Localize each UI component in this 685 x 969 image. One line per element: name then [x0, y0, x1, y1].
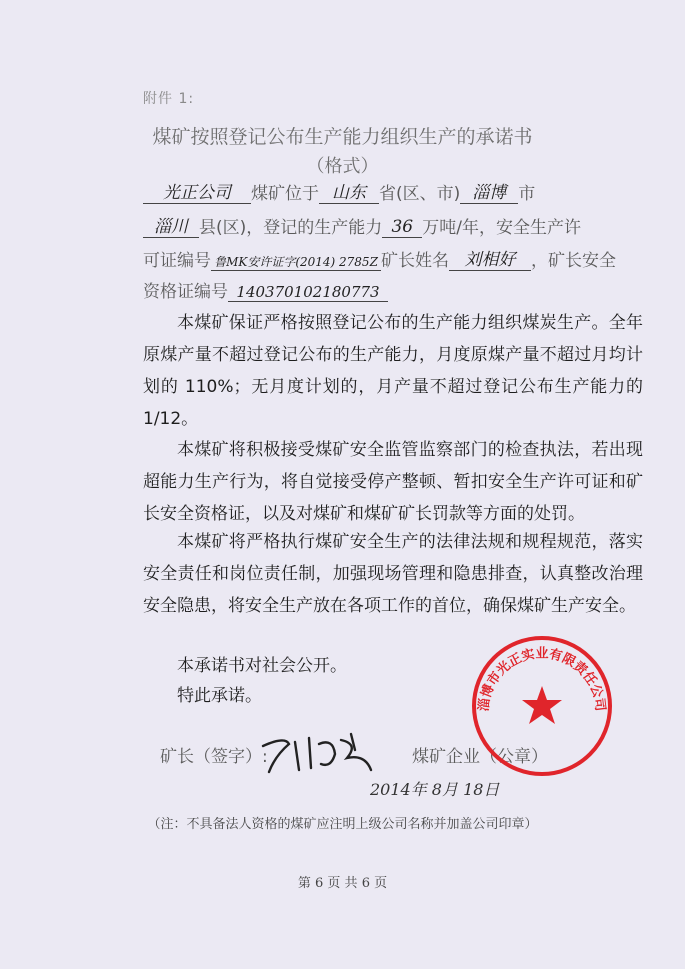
- director-text: 矿长姓名: [381, 251, 449, 271]
- signing-date: 2014年 8月 18日: [370, 780, 500, 799]
- form-line-1: [143, 178, 535, 204]
- document-title: 煤矿按照登记公布生产能力组织生产的承诺书: [152, 126, 533, 148]
- paragraph-public: 本承诺书对社会公开。: [177, 656, 347, 676]
- director-end-text: ，矿长安全: [531, 251, 616, 271]
- cert-text: 资格证编号: [143, 282, 228, 302]
- form-line-4: [143, 277, 388, 302]
- enterprise-seal-label: 煤矿企业（公章）: [412, 747, 548, 767]
- form-line-2: [143, 212, 581, 238]
- paragraph-capacity: 本煤矿保证严格按照登记公布的生产能力组织煤炭生产。全年原煤产量不超过登记公布的生产能力，月度原煤产量不超过月均计划的 110%；无月度计划的，月产量不超过登记公布生产能力的 1/12。: [143, 313, 643, 429]
- handwritten-signature: [255, 724, 385, 780]
- paragraph-closing: 特此承诺。: [177, 686, 262, 706]
- county-text: 县(区)，登记的生产能力: [199, 218, 383, 238]
- paragraph-inspection: 本煤矿将积极接受煤矿安全监管监察部门的检查执法，若出现超能力生产行为，将自觉接受停产整顿、暂扣安全生产许可证和矿长安全资格证，以及对煤矿和煤矿矿长罚款等方面的处罚。: [143, 440, 643, 524]
- city-text: 市: [518, 184, 536, 204]
- license-text: 可证编号: [143, 251, 211, 271]
- director-name-field: 刘相好: [449, 245, 531, 271]
- located-text: 煤矿位于: [251, 184, 319, 204]
- county-field: 淄川: [143, 212, 199, 238]
- official-seal-icon: [468, 632, 616, 780]
- page-number: 第 6 页 共 6 页: [297, 876, 388, 891]
- province-field: 山东: [319, 178, 379, 204]
- capacity-field: 36: [382, 217, 422, 238]
- seal-star-icon: [522, 686, 562, 724]
- document-subtitle: （格式）: [306, 156, 379, 177]
- signature-label: 矿长（签字）:: [160, 747, 268, 767]
- paragraph-safety: 本煤矿将严格执行煤矿安全生产的法律法规和规程规范，落实安全责任和岗位责任制，加强现场管理和隐患排查，认真整改治理安全隐患，将安全生产放在各项工作的首位，确保煤矿生产安全。: [143, 532, 643, 616]
- capacity-text: 万吨/年，安全生产许: [422, 218, 581, 238]
- cert-number-field: 140370102180773: [228, 283, 388, 302]
- attachment-label: 附件 1:: [143, 91, 195, 107]
- province-text: 省(区、市): [379, 184, 461, 204]
- form-line-3: [143, 245, 616, 271]
- mine-name-field: 光正公司: [143, 178, 251, 204]
- license-number-field: 鲁MK安许证字(2014) 2785Z: [211, 253, 381, 271]
- seal-text: 淄博市光正实业有限责任公司: [476, 646, 608, 713]
- city-field: 淄博: [460, 178, 518, 204]
- footnote: （注：不具备法人资格的煤矿应注明上级公司名称并加盖公司印章）: [147, 817, 538, 832]
